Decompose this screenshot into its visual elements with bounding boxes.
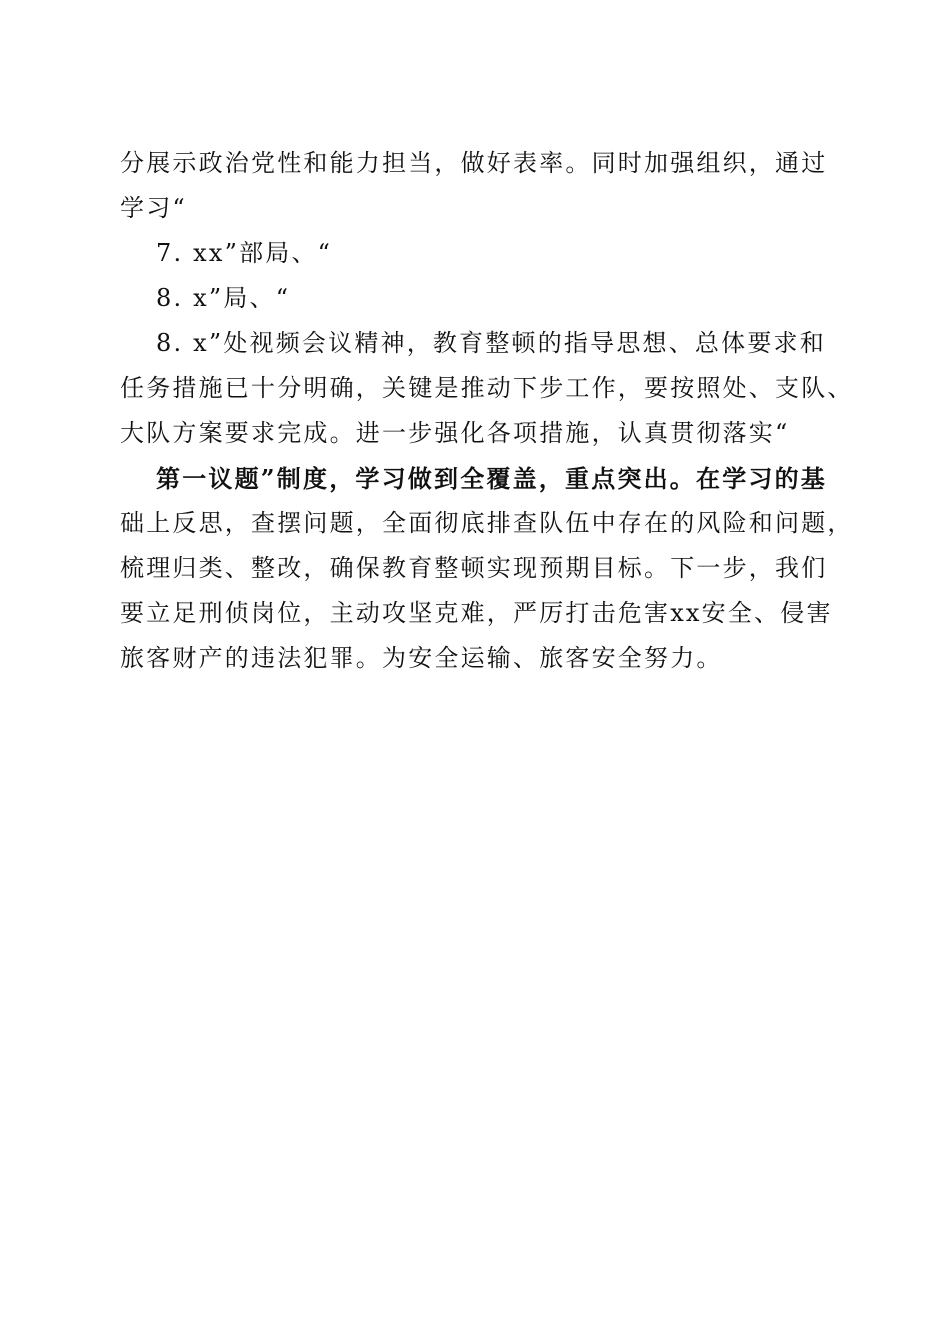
text-line-12: 旅客财产的违法犯罪。为安全运输、旅客安全努力。 xyxy=(120,644,723,672)
text-line-10: 梳理归类、整改，确保教育整顿实现预期目标。下一步，我们 xyxy=(120,554,828,582)
text-line-3: 7. xx”部局、“ xyxy=(156,239,333,267)
text-line-4: 8. x”局、“ xyxy=(156,284,291,312)
text-line-1: 分展示政治党性和能力担当，做好表率。同时加强组织，通过 xyxy=(120,149,828,177)
text-line-5: 8. x”处视频会议精神，教育整顿的指导思想、总体要求和 xyxy=(156,329,826,357)
text-line-7: 大队方案要求完成。进一步强化各项措施，认真贯彻落实“ xyxy=(120,419,790,447)
document-body xyxy=(120,141,854,681)
text-line-9: 础上反思，查摆问题，全面彻底排查队伍中存在的风险和问题， xyxy=(120,509,854,537)
text-line-11: 要立足刑侦岗位，主动攻坚克难，严厉打击危害xx安全、侵害 xyxy=(120,599,833,627)
text-line-2: 学习“ xyxy=(120,194,187,222)
text-line-8: 第一议题”制度，学习做到全覆盖，重点突出。在学习的基 xyxy=(156,464,828,493)
text-line-6: 任务措施已十分明确，关键是推动下步工作，要按照处、支队、 xyxy=(120,374,854,402)
